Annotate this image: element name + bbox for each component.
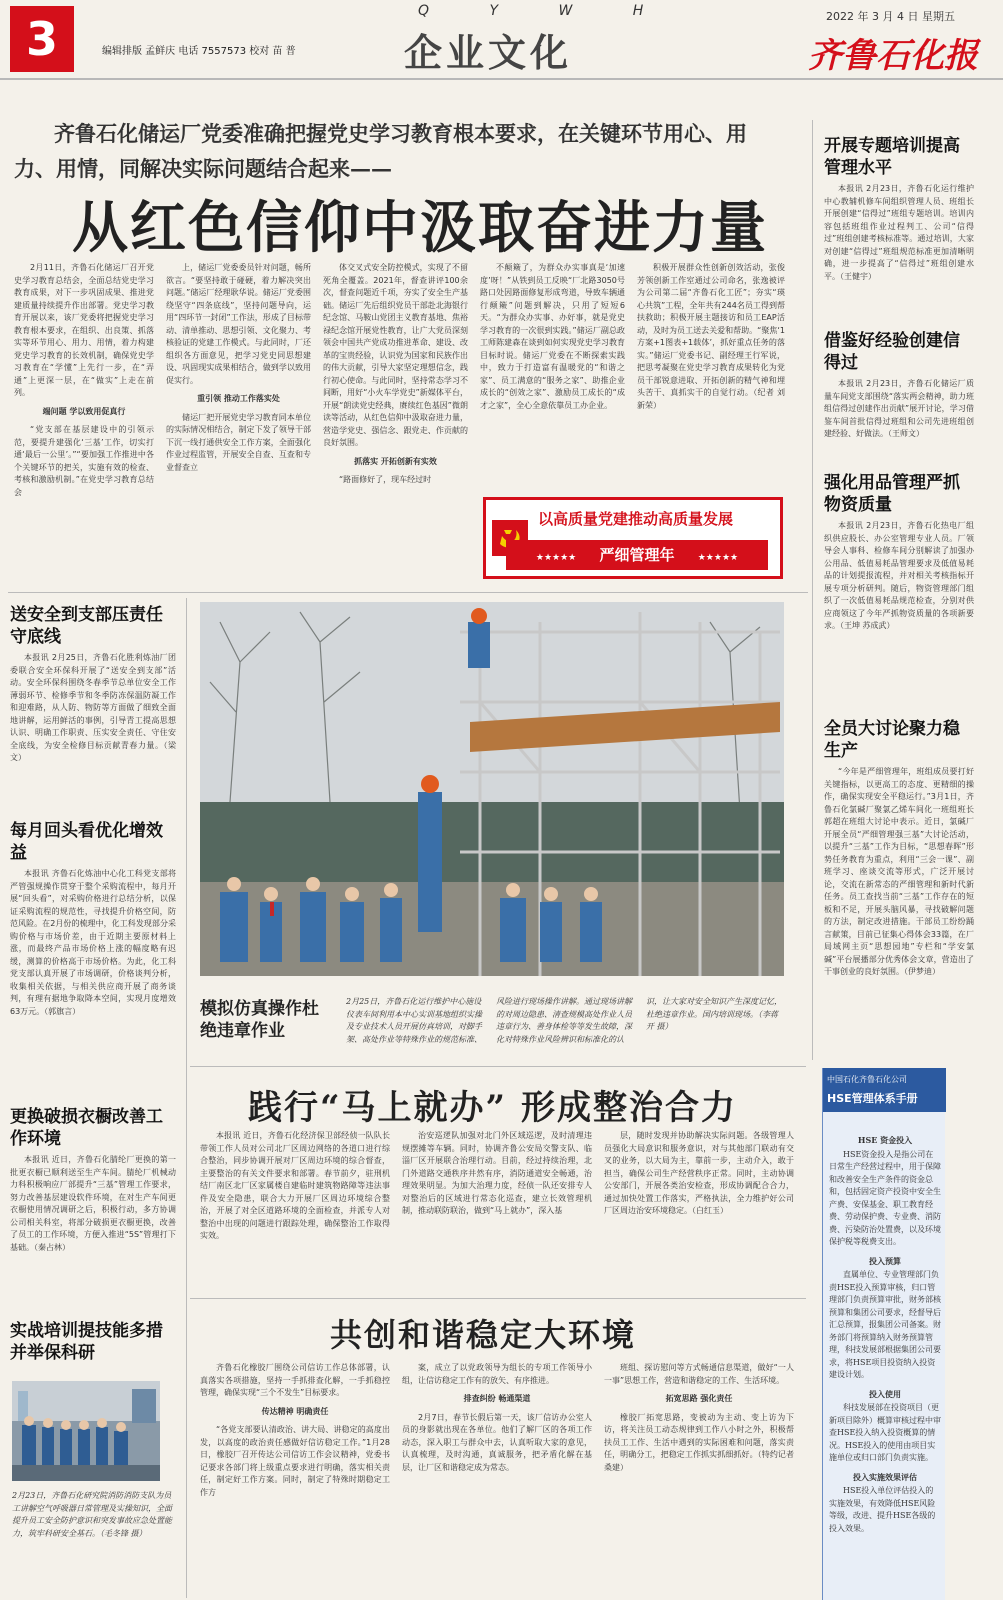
banner-slogan: 以高质量党建推动高质量发展 [538, 510, 734, 528]
paragraph: 上，储运厂党委委员针对问题，畅所欲言。“要坚持敢于碰硬，着力解决突出问题。”储运厂经理耿华说。储运厂党委围绕坚守“四条底线”，坚持问题导向，运用“四环节一封闭”工作法，形成了目标带动、清单推动、思想引领、文化聚力、考核验证的党建工作模式。与此同时，厂还组织各方面意见，把学习党史同思想建设、巩固现实成果相结合，做到学以致用促实行。 [166, 263, 311, 385]
hse-section-body: 直属单位、专业管理部门负责HSE投入预算审核，归口管理部门负责预算审批，财务部核预算和集团公司要求，经督导后汇总预算，报集团公司备案。财务部门将预算纳入财务预算管理，科技发展部根据集团公司要求，将HSE项目投资纳入投资建设计划。 [829, 1270, 941, 1379]
hse-section-title: 投入预算 [869, 1255, 901, 1266]
brief-body: 本报讯 近日，齐鲁石化腈纶厂更换的第一批更衣橱已顺利送至生产车间。腈纶厂机械动力科积极响应厂部提升“三基”管理工作要求，努力改善基层建设软件环境，在对生产车间更衣橱使用情况调研之后，积极行动，多方协调公司相关科室，将部分破损更衣橱更换，改善了员工的工作环境，方便入推进“5S”管理打下基础。（秦占林） [10, 1155, 176, 1252]
subheading: 抓落实 开拓创新有实效 [354, 456, 437, 466]
photo-story-caption: 2月25日，齐鲁石化运行维护中心施设仪表车间利用本中心实训基地组织实操及专业技术人员开展仿真培训，对脚手架、高处作业等特殊作业的规范标准、风险进行现场操作讲解。通过现场讲解的对周边隐患、清查规模高处作业人员违章行为、善身体检等等发生故障，深化对特殊作业风险辨识和标准化的认识，让大家对安全知识产生深度记忆，杜绝违章作业。国内培训现场。（李蒋开 摄） [346, 997, 782, 1044]
brief-supplies [824, 472, 974, 696]
paragraph: 案，成立了以党政领导为组长的专项工作领导小组，让信访稳定工作有的放矢、有序推进。 [402, 1363, 592, 1385]
paragraph: 2月11日，齐鲁石化储运厂召开党史学习教育总结会，全面总结党史学习教育成果，对下一步巩固成果、推进党建质量持续提升作出部署。党史学习教育开展以来，该厂党委将把握党史学习教育根本要求，在组织、出良策、抓落实等环节用心、用力、用情，着力构建党史学习教育的长效机制，确保党史学习教育在“学懂”上先行一步，在“弄通”上更深一层，在“做实”上走在前列。 [14, 263, 154, 397]
brief-title: 开展专题培训提高管理水平 [824, 136, 960, 178]
brief-experience [824, 330, 974, 466]
hse-section-title: 投入使用 [869, 1388, 901, 1399]
paragraph: “各党支部要认清政治、讲大局、讲稳定的高度出发，以高度的政治责任感做好信访稳定工作。”1月28日，橡胶厂召开传达公司信访工作会议精神，党委书记要求各部门将上级重点要求进行明确，落实相关责任，制定好工作方案。同时，制定了特殊时期稳定工作方 [200, 1425, 390, 1497]
paragraph: 不颠簸了，为群众办实事真是‘加速度’呀！”从铁到员工反映“厂北路3050号路口处因路面修复形成弯道，导致车辆通行颠簸”问题到解决，只用了短短6天。“为群众办实事、办好事，就是党史学习教育的一次很到实践。”储运厂副总政工师陈建森在谈到如何实现党史学习教育目标时说。储运厂党委在不断探索实践中，致力于打造富有温暖党的“和谐之家”、员工满意的“服务之家”、助推企业成长的“创效之家”、激励员工成长的“成才之家”，全心全意依靠员工办企业。 [480, 263, 625, 410]
brief-body: “今年是严细管理年，班组成员要打好关键指标，以更高工的态度、更精细的操作，确保实现安全平稳运行。”3月1日，齐鲁石化氯碱厂聚氯乙烯车间化一班组班长郭超在班组大讨论中表示。近日，氯碱厂开展全员“严细管理强三基”大讨论活动，以提升“三基”工作为目标，“思想春晖”形势任务教育为重点，利用“三会一课”、副班学习、座谈交流等形式，广泛开展讨论，交流在新常态的严细管理和新时代新任务。员工查找当前“三基”工作存在的短板和不足，开展头脑风暴，寻找破解问题的方法，制定改进措施。干部员工纷纷踊言献策，目前已征集心得体会33篇，在厂局域网主页“思想园地”专栏和“学安氯碱”平台展播部分优秀体会文章，营造出了干事创业的良好氛围。（伊梦迪） [824, 767, 974, 976]
paragraph: 橡胶厂拓宽思路，变被动为主动、变上访为下访，将关注员工动态规律到工作八小时之外，积极帮扶员工工作、生活中遇到的实际困难和问题，落实责任，明确分工，把稳定工作抓实抓细抓好。（特约记者 桑建） [604, 1412, 794, 1472]
paragraph: 层，随时发现并协助解决实际问题。各级管理人员强化大局意识和服务意识，对与其他部门联动有交叉的业务，以大局为主，靠前一步，主动介入，敢于担当，确保公司生产经营秩序正常。同时，主动协调公安部门，开展各类治安检查，形成协调配合合力，通过加快处置工作落实，严格执法，全力维护好公司厂区周边治安环境稳定。（白红玉） [604, 1131, 794, 1215]
section-divider [8, 592, 808, 593]
brief-title: 每月回头看优化增效益 [10, 821, 163, 863]
firefighting-training-photo [12, 1381, 160, 1481]
brief-body: 本报讯 2月23日，齐鲁石化运行维护中心教辅机修车间组织管理人员、班组长开展创建“信得过”班组专题培训。培训内容包括班组作业过程判工、公司“信得过”班组创建考核标准等。通过培训，大家对创建“信得过”班组规范标准更加清晰明确，进一步提高了“信得过”班组创建水平。（王健宇） [824, 184, 974, 281]
party-building-banner [483, 497, 783, 579]
hse-section-body: 科技发展部在投资项目（更新项目除外）概算审核过程中审查HSE投入纳入投资概算的情况。HSE投入的使用由项目实施单位或归口部门负责实施。 [829, 1403, 941, 1462]
lead-column-4 [480, 262, 625, 492]
brief-title: 强化用品管理严抓物资质量 [824, 473, 960, 515]
lead-column-5 [637, 262, 785, 492]
paper-name-logo: 齐鲁石化报 [808, 36, 978, 76]
paragraph: 体交叉式安全防控模式，实现了不留死角全覆盖。2021年，督查讲评100余次，督查问题近千项，夯实了安全生产基础。储运厂先后组织党员干部赴北海银行纪念馆、马鞍山党团主义教育基地、焦裕禄纪念馆开展党性教育，让广大党员深刻领会中国共产党成功推进革命、建设、改革的宝贵经验，认识党为国家和民族作出的伟大贡献，引导大家坚定理想信念，践行初心使命。与此同时，坚持常态学习不间断，用好“小火车学党史”新媒体平台，开展“朗读党史经典，赓续红色基因”微朗读等活动，从红色信仰中汲取奋进力量，营造学党史、强信念、跟党走、作贡献的良好氛围。 [323, 263, 468, 447]
hse-content [829, 1128, 941, 1594]
hse-section-title: HSE 资金投入 [857, 1135, 913, 1145]
brief-body: 本报讯 齐鲁石化炼油中心化工科党支部将严管强规操作贯穿于整个采购流程中，每月开展“回头看”，对采购价格进行总结分析，以保证采购流程的规范性，寻找提升价格空间，防范风险。在2月份的梳理中，化工科发现部分采购价格与市场价差，由于近期主要原材料上涨，而最终产品市场价格上涨的幅度略有迟缓，测算的价格高于市场价格。为此，化工科党支部认真开展了市场调研，价格谈判分析，收集相关依据，与相关供应商开展了商务谈判，有理有据地争取降本空间，实现月度增效63万元。（郭旗言） [10, 869, 176, 1016]
firefighting-caption: 2月23日，齐鲁石化研究院消防消防支队为员工讲解空气呼吸器日常管理及实操知识，全面提升员工安全防护意识和突发事故应急处置能力，筑牢科研安全基石。（毛冬锋 摄） [12, 1491, 172, 1538]
story3-column-1 [200, 1362, 390, 1596]
hse-header-company: 中国石化齐鲁石化公司 [827, 1075, 907, 1084]
story3-headline: 共创和谐稳定大环境 [330, 1316, 637, 1354]
hse-section-body: HSE投入单位评估投入的实施效果，有效降低HSE风险等级，改进、提升HSE各级的投入效果。 [829, 1486, 936, 1533]
brief-title: 送安全到支部压责任守底线 [10, 605, 163, 647]
paragraph: 储运厂把开展党史学习教育同本单位的实际情况相结合，制定下发了领导干部下沉一线打通供安全工作方案，全面强化作业过程监管，开展安全自查、互查和专业督查立 [166, 412, 311, 472]
subheading: 排查纠纷 畅通渠道 [463, 1394, 531, 1403]
pinyin-letters: Q Y W H [418, 3, 672, 19]
paragraph: 齐鲁石化橡胶厂围绕公司信访工作总体部署，认真落实各项措施，坚持一手抓排查化解，一手抓稳控管理，确保实现“三个不发生”目标要求。 [200, 1363, 390, 1397]
lead-column-2 [166, 262, 311, 578]
subheading: 重引领 推动工作落实处 [197, 394, 280, 403]
brief-body: 本报讯 2月23日，齐鲁石化热电厂组织供应股长、办公室管理专业人员。厂领导会人事科、检修车间分别解读了加强办公用品、低值易耗品管理要求及低值易耗品的计划提报流程，并对相关考核指标开展专项分析研判。随后，物资管理部门组织了一次低值易耗品规范检查，分别对供应商领这了今年严抓物资质量的各项新要求。（王坤 苏成武） [824, 521, 974, 630]
lead-line: 齐鲁石化储运厂党委准确把握党史学习教育根本要求，在关键环节用心、用力、用情，同解决实际问题结合起来—— [14, 121, 747, 181]
column-divider [812, 120, 813, 1060]
photo-story-title-text: 模拟仿真操作杜绝违章作业 [200, 999, 319, 1041]
story2-column-3 [604, 1130, 794, 1290]
brief-title: 全员大讨论聚力稳生产 [824, 719, 960, 761]
section-divider [190, 1066, 806, 1067]
banner-theme-text: 严细管理年 [599, 546, 675, 564]
brief-title: 实战培训提技能多措并举保科研 [10, 1321, 163, 1363]
scaffolding-training-photo [200, 602, 784, 976]
brief-body: 本报讯 2月25日，齐鲁石化胜利炼油厂团委联合安全环保科开展了“送安全到支部”活动。安全环保科围绕冬春季节总单位安全工作薄弱环节、检修季节和冬季防冻保温防凝工作和迎难路，从人防、物防等方面做了细致全面地讲解，运用鲜活的事例，引导青工提高思想认识、明确工作职责、压实安全责任、守住安全底线，为安全检修目标贡献青春力量。（梁文） [10, 653, 176, 762]
subheading: 拓宽思路 强化责任 [665, 1394, 733, 1403]
story3-column-2 [402, 1362, 592, 1596]
brief-title: 更换破损衣橱改善工作环境 [10, 1107, 163, 1149]
paragraph: 2月7日，春节长假后第一天，该厂信访办公室人员的身影就出现在各单位。他们了解厂区的各项工作动态，深入职工与群众中去，认真听取大家的意见，认真梳理，及时沟通，真诚服务，把矛盾化解在基层，让厂区和谐稳定成为常态。 [402, 1412, 592, 1472]
story2-headline: 践行“马上就办” 形成整治合力 [248, 1088, 737, 1128]
hse-manual-box [822, 1068, 945, 1600]
hse-header [823, 1068, 946, 1112]
subheading: 传达精神 明确责任 [261, 1406, 329, 1416]
brief-review [10, 820, 176, 1090]
subheading: 端问题 学以致用促真行 [42, 406, 126, 416]
photo-story-title [200, 998, 330, 1042]
masthead [0, 0, 1003, 80]
brief-lockers [10, 1106, 176, 1308]
story3-column-3 [604, 1362, 794, 1596]
main-headline: 从红色信仰中汲取奋进力量 [72, 196, 768, 261]
banner-stars-right: ★★★★★ [697, 553, 739, 563]
paragraph: 积极开展群众性创新创效活动，张俊芳领创新工作室通过公司命名，张逸被评为公司第二届“齐鲁石化工匠”；夯实“瑛心共筑”工程，全年共有244名员工得到帮扶救助；积极开展主题接访和员工EAP活动，及时为员工送去关爱和帮助。“聚焦‘1方案+1图表+1载体’，抓好重点任务的落实。”储运厂党委书记、副经理王行军说，把思考凝聚在党史学习教育成果转化为党员干部锐意进取、开拓创新的精气神和埋头苦干、真抓实干的自觉行动。（纪者 刘新荣） [637, 263, 785, 410]
page-number: 3 [10, 6, 74, 72]
brief-body: 本报讯 2月23日，齐鲁石化储运厂质量车间党支部围绕“落实两会精神，助力班组信得过创建作出贡献”展开讨论，学习借鉴车间首批信得过班组和公司先进班组创建经验、好做法。（王师文） [824, 379, 974, 438]
hse-section-body: HSE资金投入是指公司在日常生产经营过程中，用于保障和改善安全生产条件的资金总和，包括固定资产投资中安全生产费、安保基金、职工教育经费、劳动保护费、专业费、消防费、污染防治处置费，以及环境保护税等税费支出。 [829, 1149, 941, 1246]
paragraph: 本报讯 近日，齐鲁石化经济保卫部经侦一队队长带领工作人员对公司北厂区周边网络的各道口进行综合整治，同步协调开展对厂区周边环境的综合督查，主要整治的有关文件要求和部署。春节前夕，驻刑机结厂南区北厂区家属楼自建临时建筑物路障等违法事件及安全隐患，联合大力开展厂区周边环境综合整治，开展了对全区道路环境的全面检查，并派专人对整治中出现的问题进行跟踪处理，确保整治工作取得实效。 [200, 1131, 390, 1240]
paragraph: 班组、探访慰问等方式畅通信息渠道，做好“一人一事”思想工作，营造和谐稳定的工作、生活环境。 [604, 1363, 794, 1385]
lead-column-1 [14, 262, 154, 578]
paragraph: “路面修好了，现车经过时 [339, 475, 432, 484]
editor-line: 编辑排版 孟鲜庆 电话 7557573 校对 苗 普 [102, 46, 296, 57]
story2-column-2 [402, 1130, 592, 1290]
paragraph: “党支部在基层建设中的引领示范，要提升建强化‘三基’工作，切实打通‘最后一公里’。”“要加强工作推进中各个关键环节的把关，实施有效的检查、考核和激励机制。”在党史学习教育总结会 [14, 425, 154, 497]
brief-training [824, 135, 974, 331]
story2-column-1 [200, 1130, 390, 1290]
column-divider [186, 598, 187, 1598]
issue-date: 2022 年 3 月 4 日 星期五 [826, 10, 955, 23]
section-name: 企业文化 [404, 30, 573, 75]
banner-theme [506, 540, 768, 570]
banner-stars-left: ★★★★★ [535, 553, 577, 563]
section-divider [190, 1298, 806, 1299]
brief-title: 借鉴好经验创建信得过 [824, 331, 960, 373]
paragraph: 治安巡逻队加强对北门外区域巡逻，及时清理违规摆摊等车辆。同时，协调齐鲁公安局交警支队、临淄厂区开展联合治理行动。目前，经过持续治理，北门外道路交通秩序井然有序，消防通道安全畅通，治理效果明显。为加大治理力度，经侦一队还安排专人对整治后的区域进行常态化巡查，建立长效管理机制，推动联防联治，做到“马上就办”，深入基 [402, 1131, 592, 1215]
brief-firefighting [10, 1320, 176, 1364]
hse-header-title: HSE管理体系手册 [827, 1092, 918, 1105]
brief-safety [10, 604, 176, 792]
brief-discussion [824, 718, 974, 1048]
lead-column-3 [323, 262, 468, 578]
hse-section-title: 投入实施效果评估 [853, 1471, 917, 1482]
